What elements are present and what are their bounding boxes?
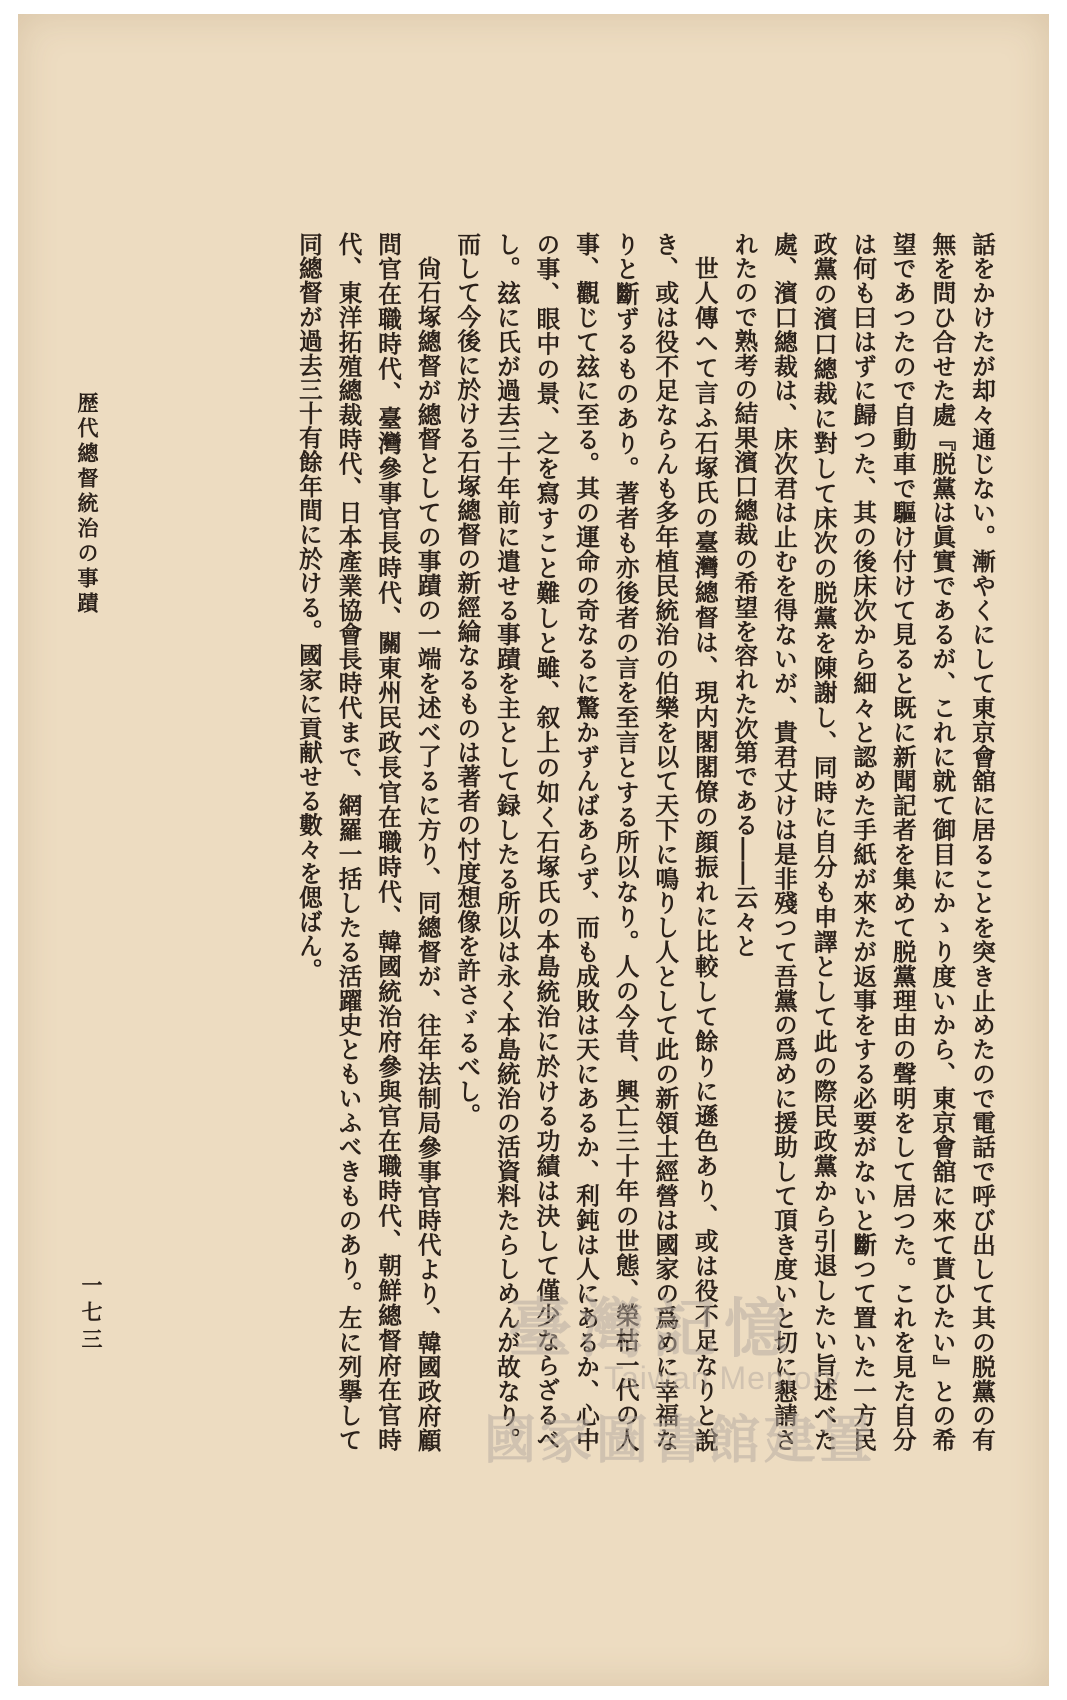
watermark-title: 臺灣記憶 xyxy=(508,1292,796,1367)
watermark xyxy=(484,1278,1024,1478)
watermark-english: Taiwan Memory xyxy=(604,1360,842,1396)
running-head: 歴代總督統治の事蹟 xyxy=(75,392,100,617)
paragraph-1: 話をかけたが却々通じない。漸やくにして東京會舘に居ることを突き止めたので電話で呼び出して其の脱黨の有無を問ひ合せた處『脱黨は眞實であるが、これに就て御目にかゝり度いから、東京會舘に來て貰ひたい』との希望であつたので自動車で驅け付けて見ると既に新聞記者を集めて脱黨理由の聲明をして居つた。これを見た自分は何も曰はずに歸つた、其の後床次から細々と認めた手紙が來たが返事をする必要がないと斷つて置いた一方民政黨の濱口總裁に對して床次の脱黨を陳謝し、同時に自分も申譯として此の際民政黨から引退したい旨述べた處、濱口總裁は、床次君は止むを得ないが、貴君丈けは是非殘つて吾黨の爲めに援助して頂き度いと切に懇請されたので熟考の結果濱口總裁の希望を容れた次第である――云々と xyxy=(730,232,996,1452)
book-page xyxy=(18,14,1049,1686)
paragraph-3: 尙石塚總督が總督としての事蹟の一端を述べ了るに方り、同總督が、往年法制局參事官時代より、韓國政府顧問官在職時代、臺灣參事官長時代、關東州民政長官在職時代、韓國統治府參與官在職時代、朝鮮總督府在官時代、東洋拓殖總裁時代、日本產業協會長時代まで、網羅一括したる活躍史ともいふべきものあり。左に列擧して同總督が過去三十有餘年間に於ける。國家に貢献せる數々を偲ばん。 xyxy=(294,232,442,1452)
watermark-subtitle: 國家圖書館建置 xyxy=(484,1411,877,1471)
page-number: 一七三 xyxy=(79,1274,104,1355)
body-text xyxy=(288,232,1001,1452)
paragraph-2: 世人傳へて言ふ石塚氏の臺灣總督は、現内閣閣僚の顔振れに比較して餘りに遜色あり、或は役不足なりと說き、或は役不足ならんも多年植民統治の伯樂を以て天下に鳴りし人として此の新領土經營は國家の爲めに幸福なりと斷ずるものあり。著者も亦後者の言を至言とする所以なり。人の今昔、興亡三十年の世態、榮枯一代の人事、觀じて玆に至る。其の運命の奇なるに驚かずんばあらず、而も成敗は天にあるか、利鈍は人にあるか、心中の事、眼中の景、之を寫すこと難しと雖、叙上の如く石塚氏の本島統治に於ける功績は決して僅少ならざるべし。玆に氏が過去三十年前に遣せる事蹟を主として録したる所以は永く本島統治の活資料たらしめんが故なり。而して今後に於ける石塚總督の新經綸なるものは著者の忖度想像を許さゞるべし。 xyxy=(453,232,719,1452)
